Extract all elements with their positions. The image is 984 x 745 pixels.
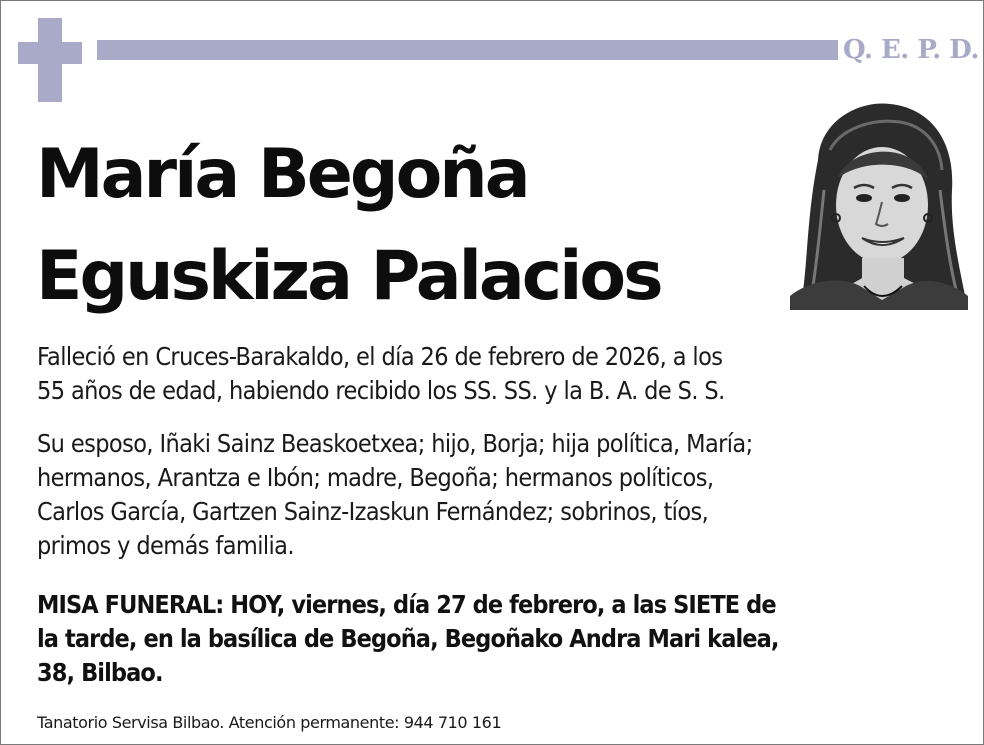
- death-notice-paragraph: [37, 340, 957, 408]
- text-line: Su esposo, Iñaki Sainz Beaskoetxea; hijo, Borja; hija política, María;: [37, 429, 753, 458]
- text-line: MISA FUNERAL: HOY, viernes, día 27 de febrero, a las SIETE de: [37, 590, 776, 619]
- text-line: la tarde, en la basílica de Begoña, Begoñako Andra Mari kalea,: [37, 624, 779, 653]
- text-line: 38, Bilbao.: [37, 658, 163, 687]
- text-line: primos y demás familia.: [37, 531, 294, 560]
- text-line: 55 años de edad, habiendo recibido los SS. SS. y la B. A. de S. S.: [37, 376, 725, 405]
- cross-icon: [18, 18, 82, 102]
- funeral-mass-paragraph: [37, 588, 957, 690]
- text-line: Carlos García, Gartzen Sainz-Izaskun Fernández; sobrinos, tíos,: [37, 497, 709, 526]
- portrait-photo: [790, 100, 968, 310]
- header-rule: [97, 40, 838, 60]
- funeral-home-contact: Tanatorio Servisa Bilbao. Atención permanente: 944 710 161: [37, 713, 502, 732]
- deceased-name-first: María Begoña: [36, 135, 528, 214]
- text-line: Falleció en Cruces-Barakaldo, el día 26 de febrero de 2026, a los: [37, 342, 723, 371]
- family-paragraph: [37, 427, 957, 563]
- qepd-label: Q. E. P. D.: [843, 35, 979, 65]
- deceased-name-last: Eguskiza Palacios: [36, 237, 661, 316]
- text-line: hermanos, Arantza e Ibón; madre, Begoña; hermanos políticos,: [37, 463, 714, 492]
